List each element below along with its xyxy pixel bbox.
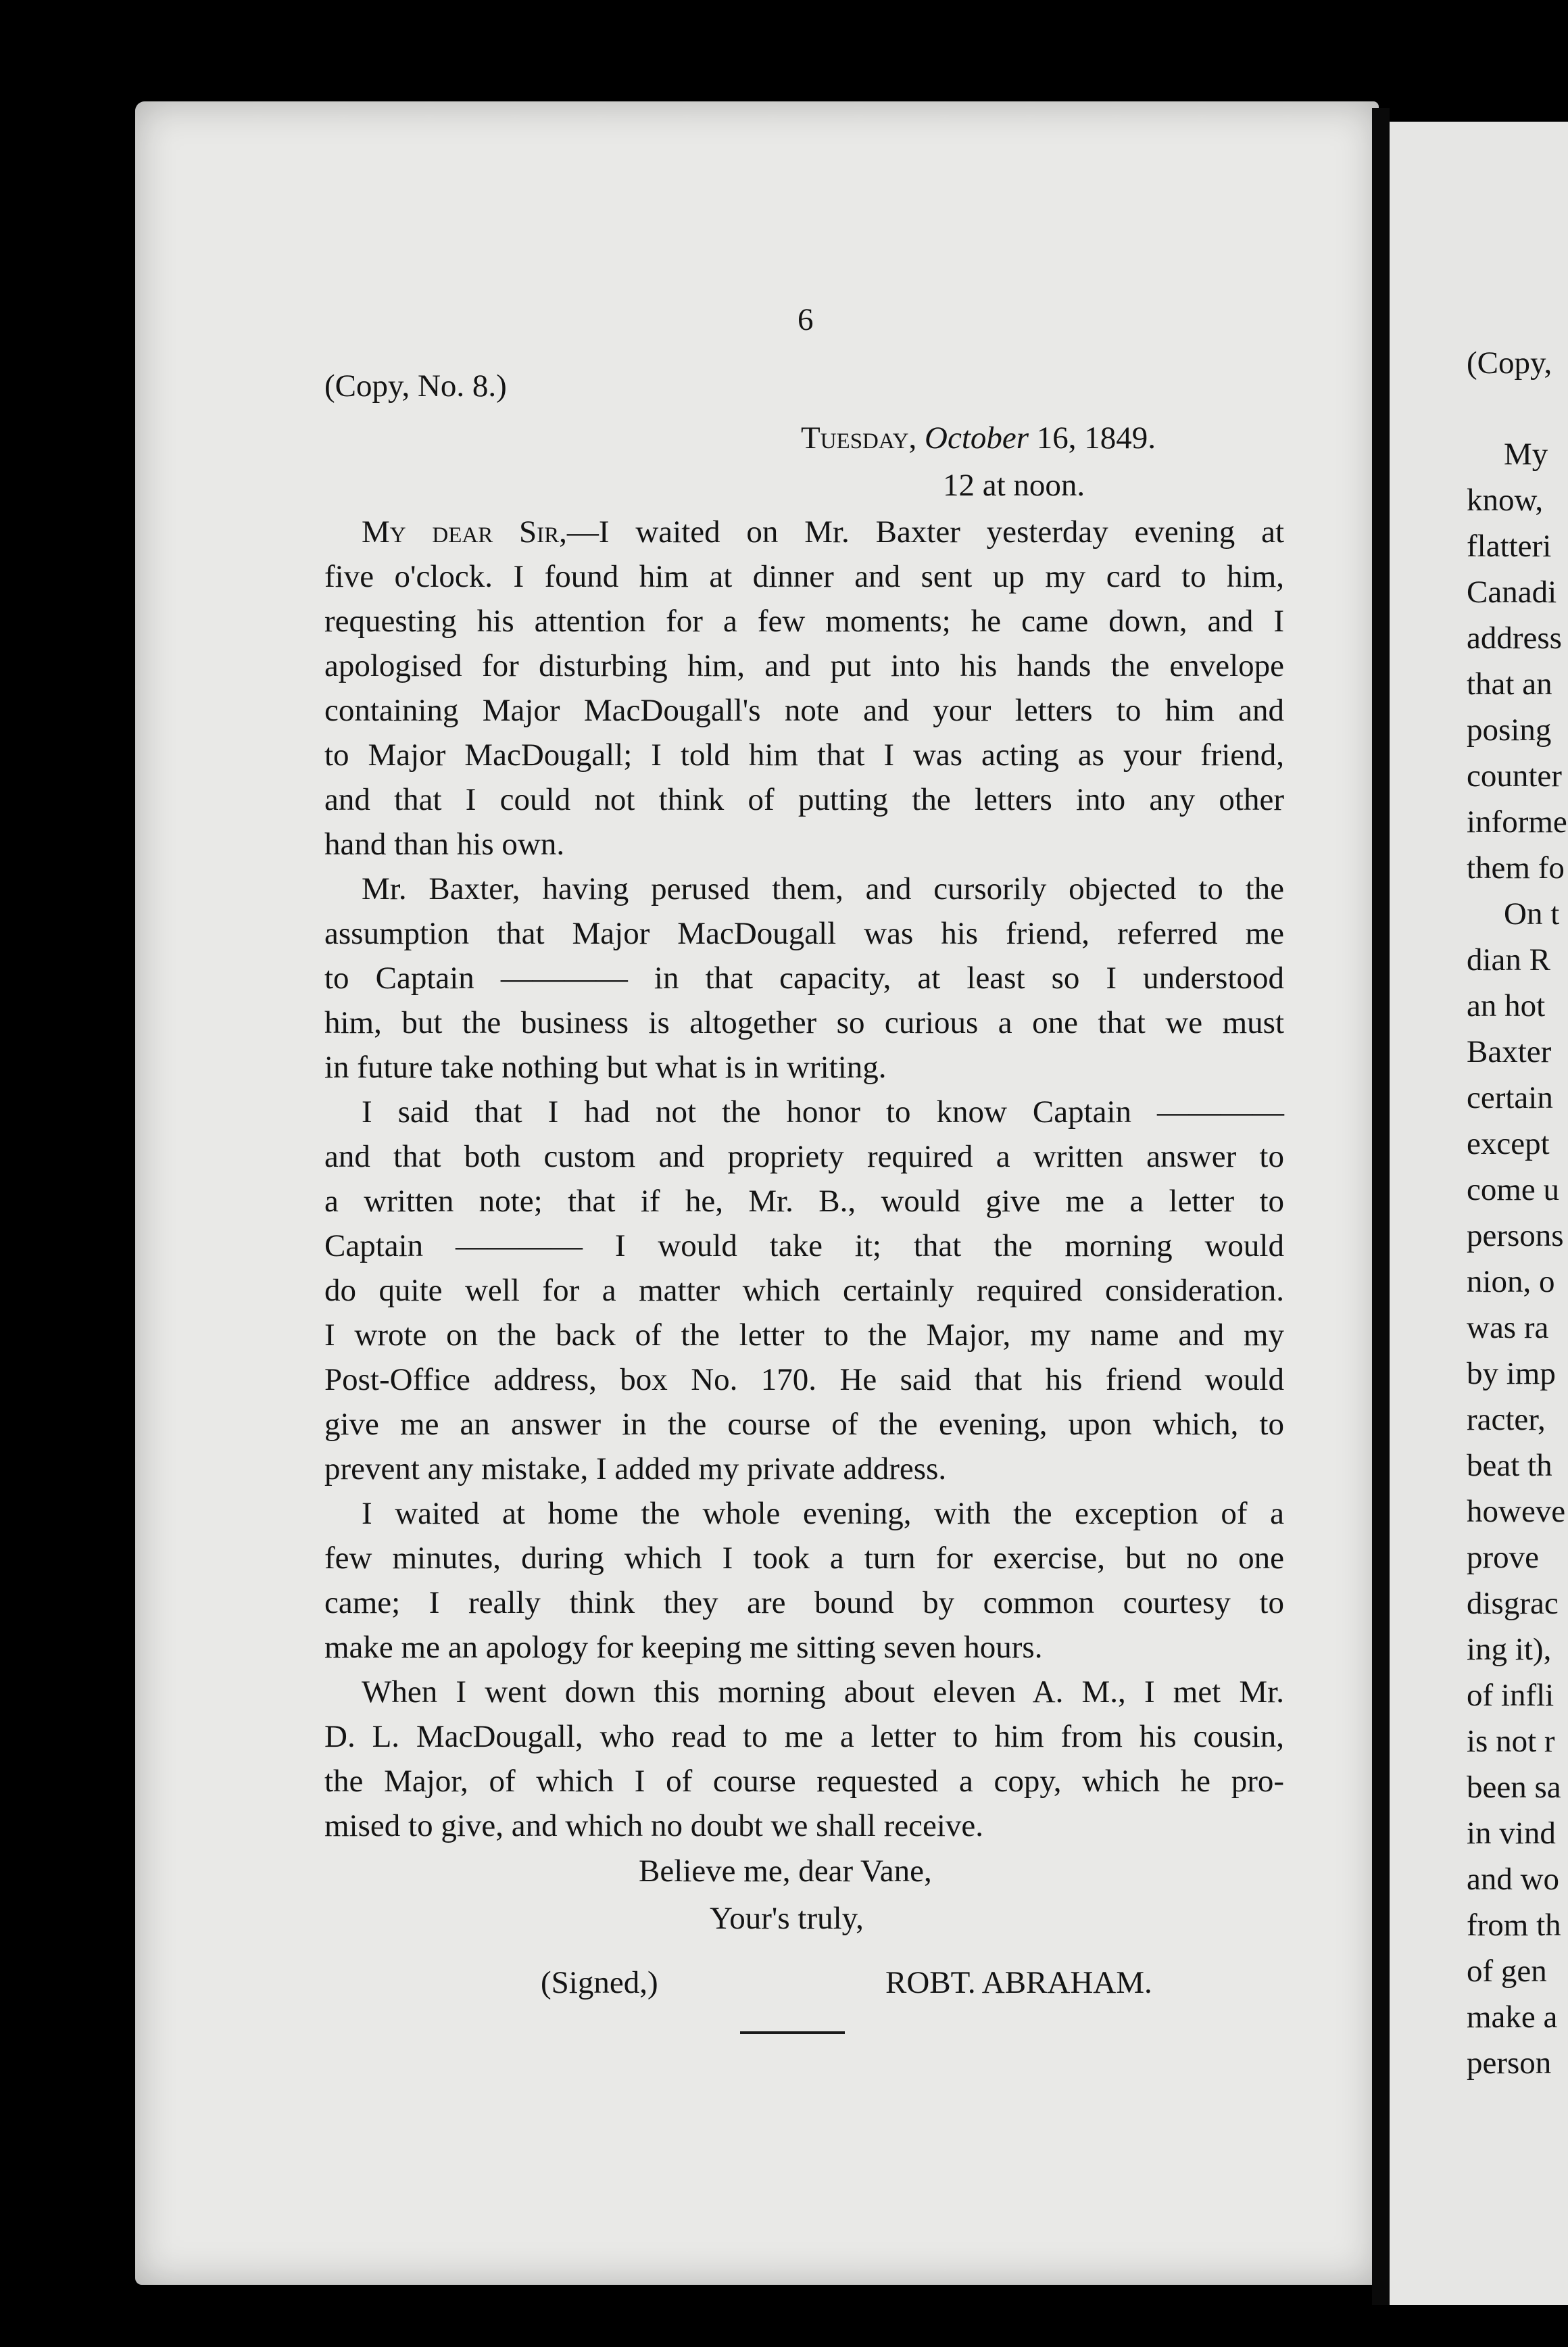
paragraph-line: few minutes, during which I took a turn for exercise, but no one [324, 1541, 1284, 1576]
right-page-line: dian R [1467, 942, 1551, 977]
right-page-line: in vind [1467, 1816, 1556, 1851]
signature-name: ROBT. ABRAHAM. [885, 1965, 1152, 2000]
paragraph-line: came; I really think they are bound by common courtesy to [324, 1585, 1284, 1620]
right-page-line: beat th [1467, 1448, 1552, 1483]
right-page-line: except [1467, 1126, 1550, 1161]
closing-line-2: Your's truly, [710, 1901, 864, 1936]
paragraph-line: give me an answer in the course of the evening, upon which, to [324, 1407, 1284, 1442]
paragraph-line: assumption that Major MacDougall was his friend, referred me [324, 916, 1284, 951]
paragraph-line: the Major, of which I of course requested a copy, which he pro- [324, 1764, 1284, 1799]
paragraph-line: him, but the business is altogether so curious a one that we must [324, 1005, 1284, 1040]
closing-rule [740, 2031, 845, 2034]
right-page-line: that an [1467, 667, 1552, 702]
right-page-line: On t [1504, 896, 1560, 931]
paragraph-line: to Major MacDougall; I told him that I was acting as your friend, [324, 737, 1284, 773]
paragraph-line: Post-Office address, box No. 170. He said that his friend would [324, 1362, 1284, 1397]
right-page-line: Canadi [1467, 575, 1557, 610]
paragraph-line: Captain ———— I would take it; that the morning would [324, 1228, 1284, 1263]
paragraph-line: five o'clock. I found him at dinner and sent up my card to him, [324, 559, 1284, 594]
paragraph-line: prevent any mistake, I added my private address. [324, 1451, 947, 1486]
right-page-line: by imp [1467, 1356, 1556, 1391]
right-page-line: racter, [1467, 1402, 1546, 1437]
signed-label: (Signed,) [541, 1965, 658, 2000]
right-page-line: disgrac [1467, 1586, 1559, 1621]
right-page-line: and wo [1467, 1862, 1560, 1897]
paragraph-line: Mr. Baxter, having perused them, and cursorily objected to the [362, 871, 1284, 906]
right-copy-label: (Copy, [1467, 345, 1552, 381]
paragraph-line: to Captain ———— in that capacity, at least so I understood [324, 961, 1284, 996]
right-page-line: make a [1467, 2000, 1558, 2035]
dateline-month: October [925, 420, 1029, 456]
right-page-line: flatteri [1467, 529, 1552, 564]
paragraph-line: I said that I had not the honor to know Captain ———— [362, 1094, 1284, 1130]
paragraph-text: —I waited on Mr. Baxter yesterday evening at [566, 514, 1285, 550]
dateline-rest: 16, 1849. [1029, 420, 1156, 456]
paragraph-line: When I went down this morning about eleven A. M., I met Mr. [362, 1674, 1284, 1710]
paragraph-line [362, 514, 1284, 558]
paragraph-line: hand than his own. [324, 827, 565, 862]
paragraph-line: and that both custom and propriety required a written answer to [324, 1139, 1284, 1174]
paragraph-line: I wrote on the back of the letter to the Major, my name and my [324, 1317, 1284, 1353]
right-page-line: My [1504, 437, 1548, 472]
right-page-line: was ra [1467, 1310, 1549, 1345]
right-page-line: come u [1467, 1172, 1560, 1207]
right-page-line: prove [1467, 1540, 1540, 1575]
paragraph-line: a written note; that if he, Mr. B., would give me a letter to [324, 1184, 1284, 1219]
paragraph-line: do quite well for a matter which certainly required consideration. [324, 1273, 1284, 1308]
right-page-line: persons [1467, 1218, 1564, 1253]
paragraph-line: in future take nothing but what is in writing. [324, 1050, 887, 1085]
paragraph-line: make me an apology for keeping me sitting seven hours. [324, 1630, 1043, 1665]
right-page-line: from th [1467, 1908, 1561, 1943]
right-page-line: address [1467, 621, 1562, 656]
paragraph-line: apologised for disturbing him, and put into his hands the envelope [324, 648, 1284, 683]
right-page-line: certain [1467, 1080, 1553, 1115]
right-page-line: Baxter [1467, 1034, 1552, 1069]
right-page-line: informe [1467, 804, 1567, 840]
dateline [801, 416, 1156, 460]
right-page-line: know, [1467, 483, 1544, 518]
book-gutter [1372, 108, 1390, 2305]
paragraph-line: containing Major MacDougall's note and your letters to him and [324, 693, 1284, 728]
right-page-line: person [1467, 2046, 1552, 2081]
paragraph-line: mised to give, and which no doubt we shall receive. [324, 1808, 983, 1843]
copy-label: (Copy, No. 8.) [324, 368, 507, 404]
right-page-line: been sa [1467, 1770, 1561, 1805]
right-page-line: posing [1467, 712, 1552, 748]
right-page-line: counter [1467, 758, 1562, 794]
dateline-day: Tuesday, [801, 420, 917, 456]
paragraph-line: I waited at home the whole evening, with the exception of a [362, 1496, 1284, 1531]
dateline-time: 12 at noon. [943, 468, 1085, 503]
right-page-line: nion, o [1467, 1264, 1555, 1299]
paragraph-line: and that I could not think of putting the letters into any other [324, 782, 1284, 817]
right-page-line: of infli [1467, 1678, 1554, 1713]
right-page-line: howeve [1467, 1494, 1566, 1529]
paragraph-line: D. L. MacDougall, who read to me a letter to him from his cousin, [324, 1719, 1284, 1754]
right-page-line: an hot [1467, 988, 1546, 1023]
closing-line-1: Believe me, dear Vane, [639, 1854, 932, 1889]
right-page-line: them fo [1467, 850, 1565, 886]
salutation: My dear Sir, [362, 514, 567, 550]
paragraph-line: requesting his attention for a few moments; he came down, and I [324, 604, 1284, 639]
right-page-line: of gen [1467, 1954, 1547, 1989]
right-page-line: ing it), [1467, 1632, 1552, 1667]
right-page-line: is not r [1467, 1724, 1555, 1759]
page-number: 6 [798, 302, 814, 337]
